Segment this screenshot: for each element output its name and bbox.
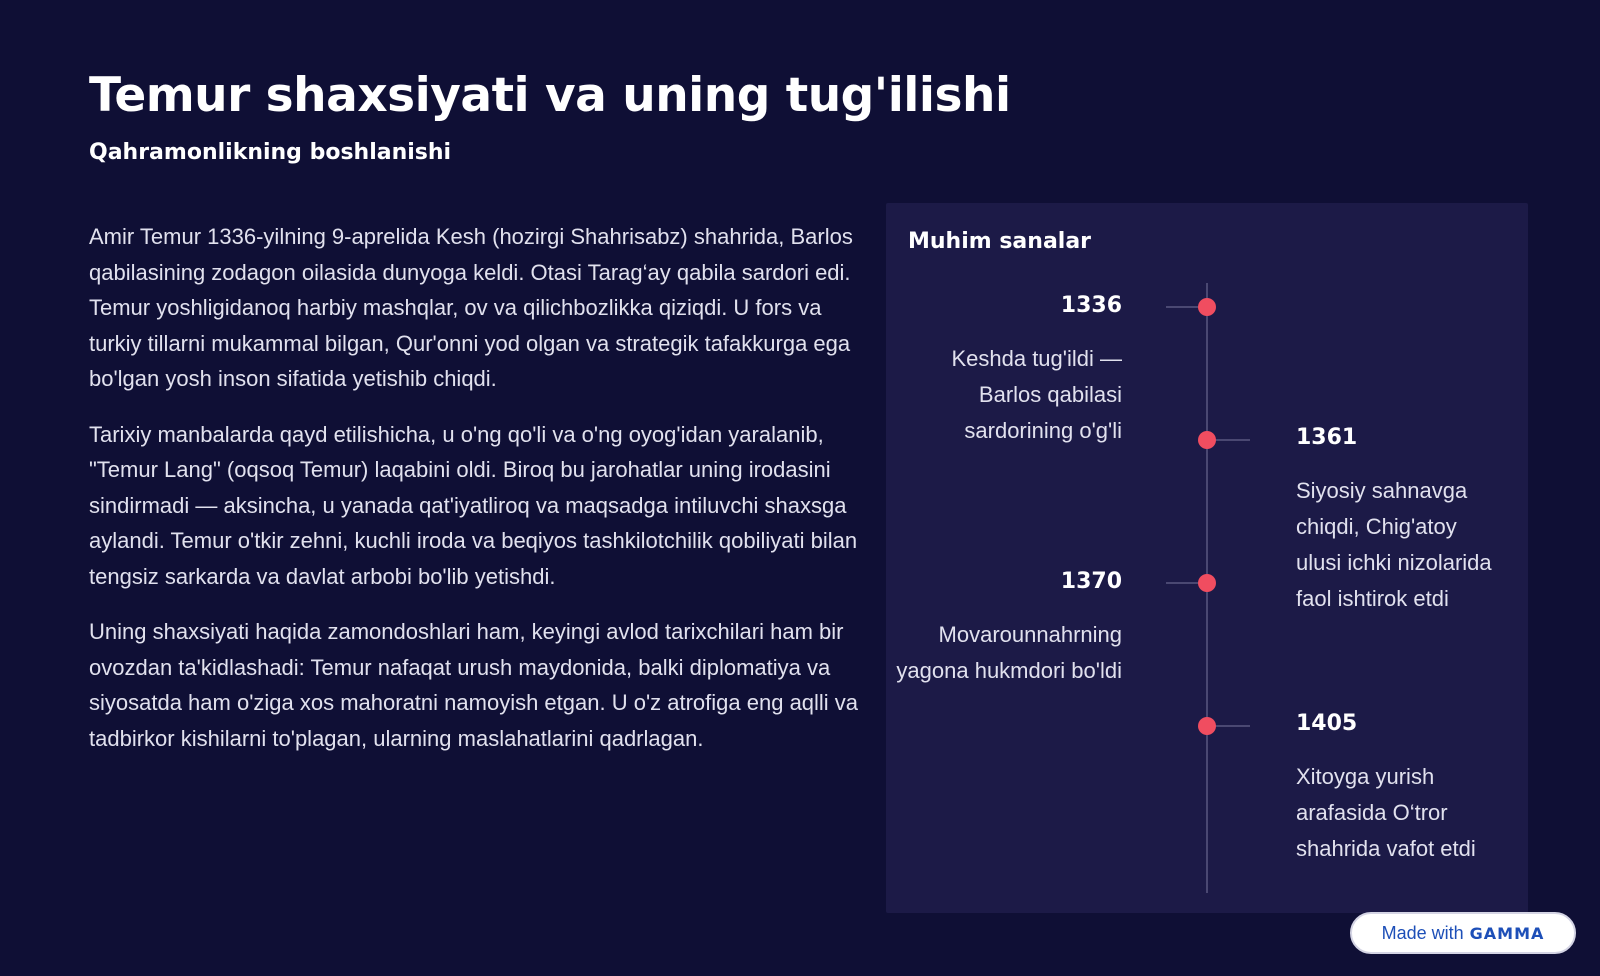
- gamma-logo: GAMMA: [1469, 923, 1545, 943]
- page-subtitle: Qahramonlikning boshlanishi: [89, 140, 452, 165]
- paragraph: Amir Temur 1336-yilning 9-aprelida Kesh (hozirgi Shahrisabz) shahrida, Barlos qabilasining zodagon oilasida dunyoga keldi. Otasi Tarag‘ay qabila sardori edi. Temur yoshligidanoq harbiy mashqlar, ov va qilichbozlikka qiziqdi. U fors va turkiy tillarni mukammal bilgan, Qur'onni yod olgan va strategik tafakkurga ega bo'lgan yosh inson sifatida yetishib chiqdi.: [89, 224, 853, 391]
- timeline-year: 1361: [1296, 425, 1358, 450]
- made-with-gamma-badge[interactable]: [1350, 912, 1576, 954]
- timeline-description: Siyosiy sahnavga chiqdi, Chig'atoy ulusi ichki nizolarida faol ishtirok etdi: [1296, 478, 1492, 611]
- paragraph: Uning shaxsiyati haqida zamondoshlari ham, keyingi avlod tarixchilari ham bir ovozdan ta'kidlashadi: Temur nafaqat urush maydonida, balki diplomatiya va siyosatda ham o'ziga xos mahoratni namoyish etgan. U o'z atrofiga eng aqlli va tadbirkor kishilarni to'plagan, ularning maslahatlarini qadrlagan.: [89, 619, 859, 751]
- timeline-description: Movarounnahrning yagona hukmdori bo'ldi: [896, 622, 1122, 683]
- timeline-panel: [886, 203, 1528, 913]
- timeline-marker: [1198, 574, 1216, 592]
- body-text: [89, 219, 859, 776]
- paragraph: Tarixiy manbalarda qayd etilishicha, u o'ng qo'li va o'ng oyog'idan yaralanib, "Temur Lang" (oqsoq Temur) laqabini oldi. Biroq bu jarohatlar uning irodasini sindirmadi — aksincha, u yanada qat'iyatliroq va maqsadga intiluvchi shaxsga aylandi. Temur o'tkir zehni, kuchli iroda va beqiyos tashkilotchilik qobiliyati bilan tengsiz sarkarda va davlat arbobi bo'lib yetishdi.: [89, 421, 858, 589]
- timeline-marker: [1198, 298, 1216, 316]
- badge-prefix: Made with: [1381, 922, 1464, 943]
- timeline-year: 1336: [1060, 293, 1122, 318]
- timeline-marker: [1198, 717, 1216, 735]
- timeline-title: Muhim sanalar: [908, 229, 1092, 254]
- page-title: Temur shaxsiyati va uning tug'ilishi: [89, 68, 1011, 123]
- timeline-description: Xitoyga yurish arafasida O‘tror shahrida vafot etdi: [1296, 764, 1476, 861]
- timeline-marker: [1198, 431, 1216, 449]
- timeline-year: 1405: [1296, 711, 1358, 736]
- timeline-year: 1370: [1060, 569, 1122, 594]
- timeline-description: Keshda tug'ildi — Barlos qabilasi sardorining o'g'li: [951, 346, 1122, 443]
